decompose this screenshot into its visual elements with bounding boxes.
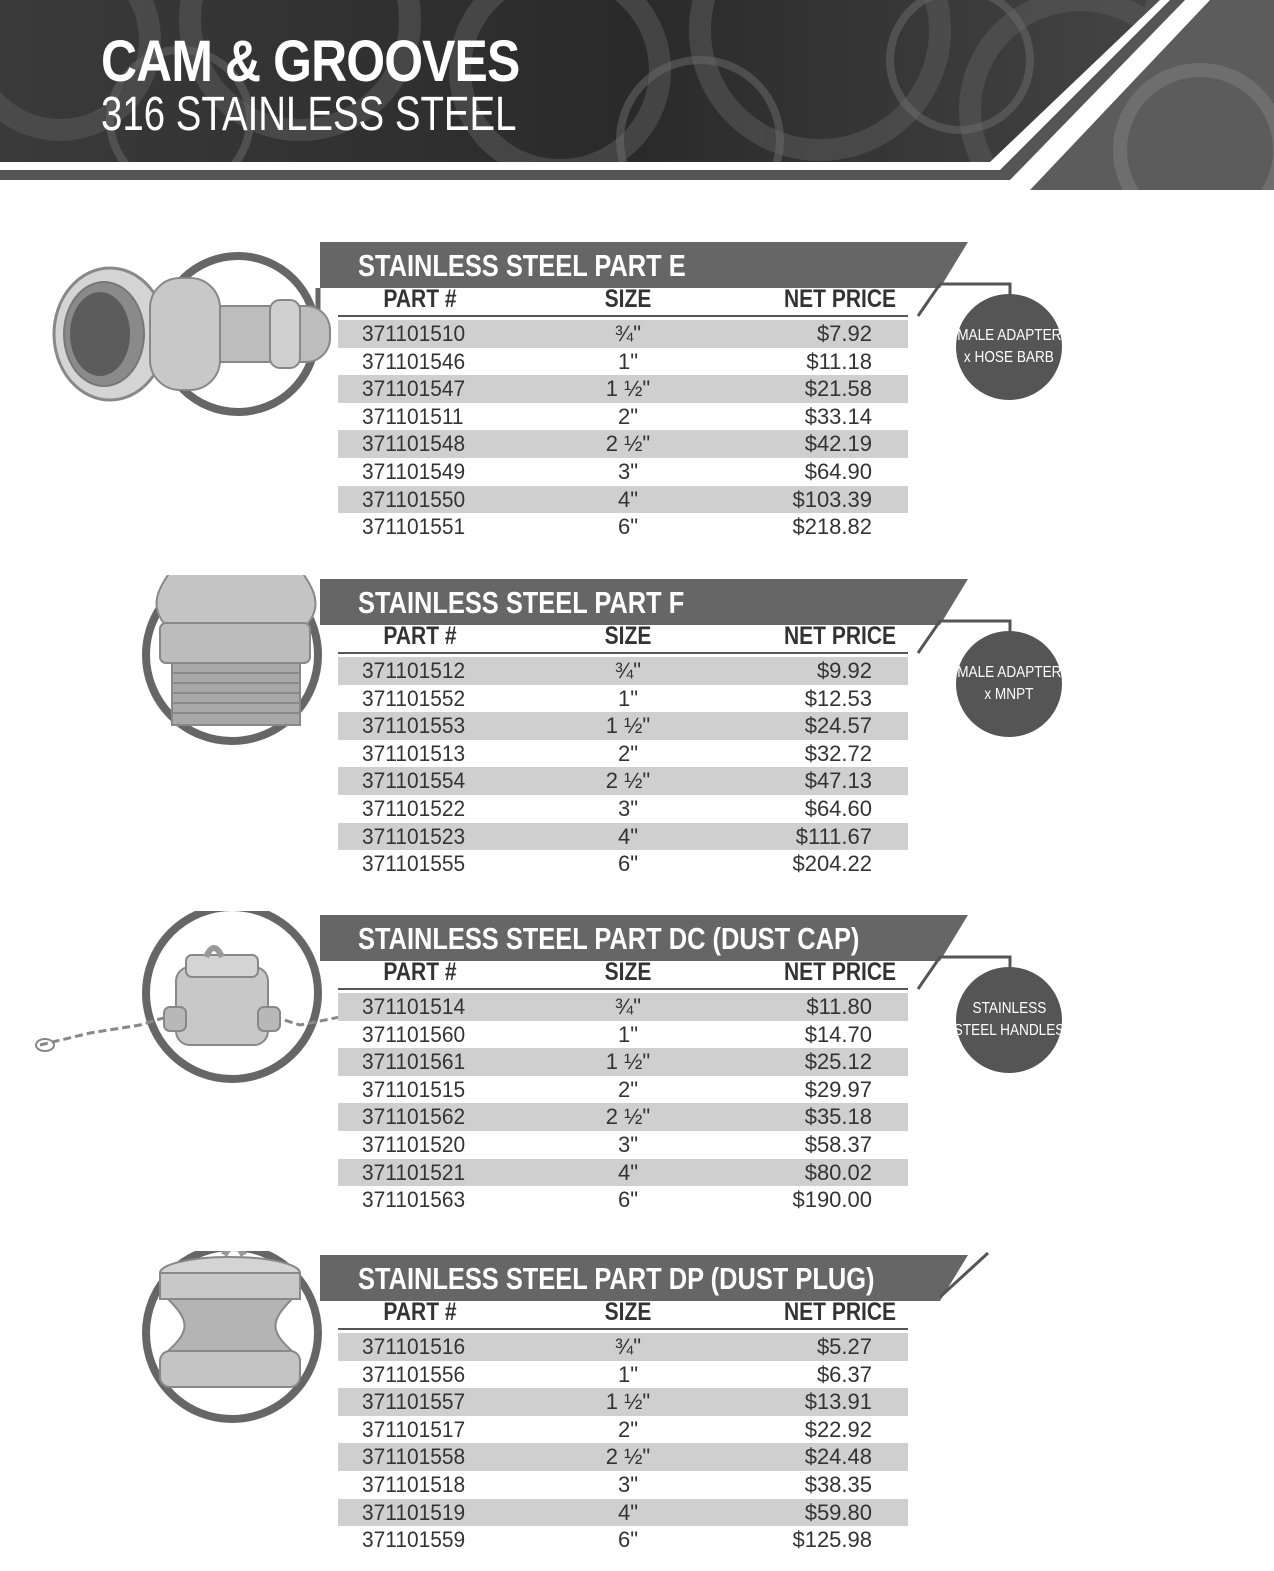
net-price: $47.13: [804, 768, 872, 794]
badge-line-1: MALE ADAPTER: [956, 327, 1062, 344]
size: 2 ½": [605, 768, 651, 794]
page-subtitle: 316 STAINLESS STEEL: [101, 88, 517, 141]
part-number: 371101523: [362, 823, 466, 849]
part-number: 371101546: [362, 348, 466, 374]
page-title: CAM & GROOVES: [101, 29, 520, 94]
table-row: [338, 1159, 908, 1187]
part-number: 371101553: [362, 713, 466, 739]
column-header-price: NET PRICE: [783, 622, 897, 650]
badge-line-2: x HOSE BARB: [964, 349, 1054, 366]
part-number: 371101511: [362, 403, 464, 429]
size: 1": [617, 685, 639, 711]
net-price: $11.80: [806, 994, 872, 1019]
table-row: [338, 486, 908, 514]
size: 2": [617, 740, 639, 766]
part-number: 371101516: [362, 1334, 466, 1359]
net-price: $33.14: [804, 403, 872, 429]
net-price: $21.58: [804, 376, 872, 402]
section-title: STAINLESS STEEL PART DC (DUST CAP): [358, 921, 860, 956]
part-number: 371101512: [362, 658, 466, 683]
net-price: $42.19: [804, 431, 872, 457]
table-row: [338, 513, 908, 541]
net-price: $64.90: [804, 458, 872, 484]
net-price: $103.39: [792, 486, 872, 512]
badge-line-2: STEEL HANDLES: [953, 1022, 1065, 1039]
header-banner: [0, 0, 1274, 190]
size: 6": [617, 514, 639, 540]
table-row: [338, 685, 908, 713]
net-price: $58.37: [804, 1131, 872, 1157]
net-price: $111.67: [795, 823, 872, 849]
size: 2 ½": [605, 1104, 651, 1130]
net-price: $7.92: [816, 321, 872, 346]
net-price: $35.18: [804, 1104, 872, 1130]
net-price: $25.12: [804, 1049, 872, 1075]
table-row: [338, 1361, 908, 1389]
size: 1 ½": [605, 713, 651, 739]
net-price: $24.48: [804, 1444, 872, 1470]
part-number: 371101520: [362, 1131, 466, 1157]
net-price: $80.02: [804, 1159, 872, 1185]
male-adapter-mnpt-icon: [157, 575, 316, 725]
part-number: 371101552: [362, 685, 466, 711]
price-table: [338, 1333, 908, 1554]
badge-line-1: MALE ADAPTER: [956, 664, 1062, 681]
table-row: [338, 657, 908, 685]
badge-line-1: STAINLESS: [972, 1000, 1046, 1017]
product-badge: [953, 967, 1065, 1073]
table-row: [338, 712, 908, 740]
part-number: 371101556: [362, 1361, 466, 1387]
size: 6": [617, 851, 639, 877]
size: 6": [617, 1527, 639, 1553]
price-table: [338, 657, 908, 878]
net-price: $12.53: [804, 685, 872, 711]
section-title: STAINLESS STEEL PART F: [358, 585, 685, 620]
size: 4": [617, 486, 639, 512]
size: 4": [617, 1499, 639, 1525]
part-number: 371101510: [362, 321, 466, 346]
table-row: [338, 795, 908, 823]
table-row: [338, 430, 908, 458]
column-header-price: NET PRICE: [783, 1298, 897, 1326]
table-row: [338, 348, 908, 376]
size: 2": [617, 1076, 639, 1102]
net-price: $38.35: [804, 1471, 872, 1497]
table-row: [338, 458, 908, 486]
net-price: $6.37: [816, 1361, 872, 1387]
part-number: 371101555: [362, 851, 466, 877]
table-row: [338, 320, 908, 348]
size: 3": [617, 795, 639, 821]
section-part-f: [0, 575, 1274, 895]
size: 4": [617, 1159, 639, 1185]
size: ¾": [614, 321, 642, 346]
size: 6": [617, 1187, 639, 1213]
table-row: [338, 1443, 908, 1471]
part-number: 371101557: [362, 1389, 466, 1415]
badge-line-2: x MNPT: [984, 686, 1034, 703]
net-price: $64.60: [804, 795, 872, 821]
table-row: [338, 850, 908, 878]
table-row: [338, 1526, 908, 1554]
size: 1 ½": [605, 1389, 651, 1415]
size: 2": [617, 1416, 639, 1442]
size: ¾": [614, 994, 642, 1019]
net-price: $125.98: [792, 1527, 872, 1553]
part-number: 371101562: [362, 1104, 466, 1130]
column-header-part: PART #: [383, 1298, 457, 1326]
column-header-size: SIZE: [604, 622, 652, 650]
table-row: [338, 1388, 908, 1416]
net-price: $218.82: [792, 514, 872, 540]
table-row: [338, 1021, 908, 1049]
part-number: 371101519: [362, 1499, 466, 1525]
part-number: 371101522: [362, 795, 466, 821]
size: 3": [617, 1471, 639, 1497]
section-title: STAINLESS STEEL PART DP (DUST PLUG): [358, 1261, 875, 1296]
table-row: [338, 740, 908, 768]
column-header-part: PART #: [383, 622, 457, 650]
table-row: [338, 1103, 908, 1131]
size: 3": [617, 1131, 639, 1157]
net-price: $24.57: [804, 713, 872, 739]
part-number: 371101521: [362, 1159, 466, 1185]
table-row: [338, 1131, 908, 1159]
size: ¾": [614, 1334, 642, 1359]
net-price: $22.92: [804, 1416, 872, 1442]
table-row: [338, 403, 908, 431]
table-row: [338, 1076, 908, 1104]
net-price: $32.72: [804, 740, 872, 766]
product-badge: [956, 294, 1062, 400]
size: 2": [617, 403, 639, 429]
part-number: 371101563: [362, 1187, 466, 1213]
section-part-dp: [0, 1251, 1274, 1571]
part-number: 371101558: [362, 1444, 466, 1470]
price-table: [338, 993, 908, 1214]
table-row: [338, 767, 908, 795]
size: 1": [617, 1021, 639, 1047]
part-number: 371101548: [362, 431, 466, 457]
column-header-price: NET PRICE: [783, 958, 897, 986]
part-number: 371101549: [362, 458, 466, 484]
table-row: [338, 1333, 908, 1361]
net-price: $9.92: [816, 658, 872, 683]
section-part-e: [0, 238, 1274, 558]
net-price: $5.27: [816, 1334, 872, 1359]
net-price: $190.00: [792, 1187, 872, 1213]
column-header-size: SIZE: [604, 958, 652, 986]
part-number: 371101547: [362, 376, 466, 402]
table-row: [338, 1048, 908, 1076]
size: 2 ½": [605, 431, 651, 457]
size: 1": [617, 348, 639, 374]
net-price: $14.70: [804, 1021, 872, 1047]
part-number: 371101559: [362, 1527, 466, 1553]
section-title: STAINLESS STEEL PART E: [358, 248, 686, 283]
part-number: 371101517: [362, 1416, 466, 1442]
size: ¾": [614, 658, 642, 683]
table-row: [338, 1471, 908, 1499]
table-row: [338, 823, 908, 851]
table-row: [338, 1416, 908, 1444]
table-row: [338, 1499, 908, 1527]
size: 4": [617, 823, 639, 849]
size: 1 ½": [605, 376, 651, 402]
net-price: $59.80: [804, 1499, 872, 1525]
net-price: $29.97: [804, 1076, 872, 1102]
net-price: $11.18: [806, 348, 872, 374]
part-number: 371101560: [362, 1021, 466, 1047]
size: 2 ½": [605, 1444, 651, 1470]
table-row: [338, 1186, 908, 1214]
size: 1": [617, 1361, 639, 1387]
price-table: [338, 320, 908, 541]
net-price: $204.22: [792, 851, 872, 877]
table-row: [338, 993, 908, 1021]
column-header-price: NET PRICE: [783, 285, 897, 313]
part-number: 371101550: [362, 486, 466, 512]
column-header-part: PART #: [383, 958, 457, 986]
product-badge: [956, 631, 1062, 737]
column-header-part: PART #: [383, 285, 457, 313]
net-price: $13.91: [804, 1389, 872, 1415]
column-header-size: SIZE: [604, 285, 652, 313]
table-row: [338, 375, 908, 403]
part-number: 371101551: [362, 514, 466, 540]
part-number: 371101514: [362, 994, 466, 1019]
part-number: 371101554: [362, 768, 466, 794]
part-number: 371101561: [362, 1049, 466, 1075]
size: 1 ½": [605, 1049, 651, 1075]
part-number: 371101515: [362, 1076, 466, 1102]
part-number: 371101518: [362, 1471, 466, 1497]
size: 3": [617, 458, 639, 484]
column-header-size: SIZE: [604, 1298, 652, 1326]
section-part-dc: [0, 911, 1274, 1231]
part-number: 371101513: [362, 740, 466, 766]
